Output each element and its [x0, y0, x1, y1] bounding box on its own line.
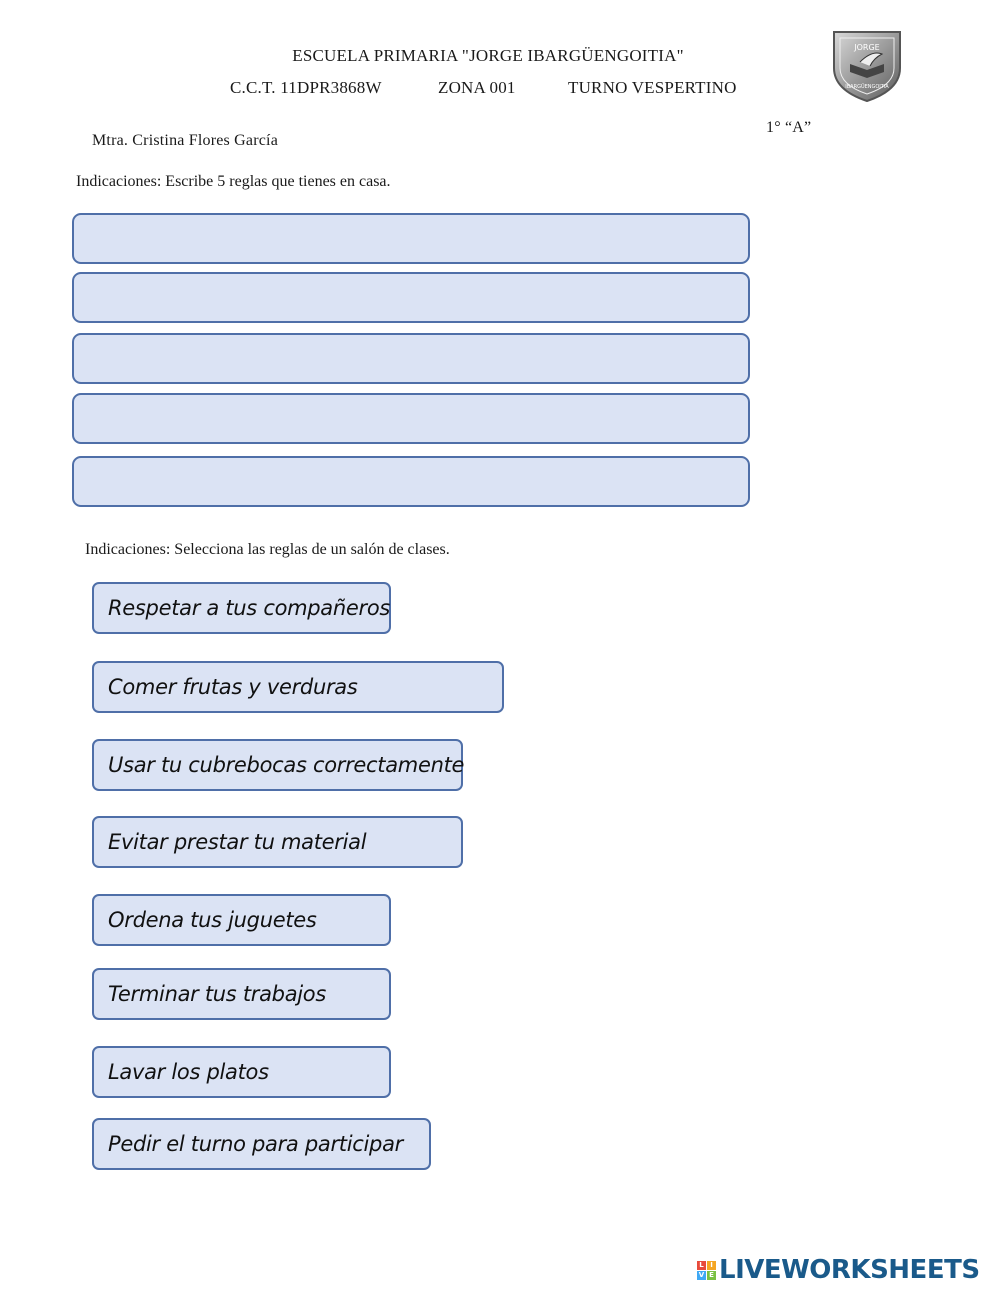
option-lavar-platos[interactable]: Lavar los platos	[92, 1046, 391, 1098]
option-respetar[interactable]: Respetar a tus compañeros	[92, 582, 391, 634]
option-pedir-turno[interactable]: Pedir el turno para participar	[92, 1118, 431, 1170]
logo-text-bottom: IBARGÜENGOITIA	[845, 84, 889, 90]
liveworksheets-brand	[697, 1254, 980, 1286]
answer-input-3[interactable]	[72, 333, 750, 384]
school-zona: ZONA 001	[438, 78, 516, 97]
instruction-write-rules: Indicaciones: Escribe 5 reglas que tienes en casa.	[76, 173, 391, 190]
school-shield-logo	[830, 28, 904, 104]
answer-input-1[interactable]	[72, 213, 750, 264]
instruction-select-rules: Indicaciones: Selecciona las reglas de un salón de clases.	[85, 541, 450, 558]
school-turno: TURNO VESPERTINO	[568, 78, 737, 97]
option-evitar-prestar[interactable]: Evitar prestar tu material	[92, 816, 463, 868]
school-cct: C.C.T. 11DPR3868W	[230, 78, 382, 97]
liveworksheets-wordmark: LIVEWORKSHEETS	[719, 1255, 980, 1285]
option-usar-cubrebocas[interactable]: Usar tu cubrebocas correctamente	[92, 739, 463, 791]
teacher-name: Mtra. Cristina Flores García	[92, 132, 278, 149]
logo-text-top: JORGE	[854, 43, 880, 52]
answer-input-2[interactable]	[72, 272, 750, 323]
liveworksheets-icon: L I V E	[697, 1261, 716, 1280]
answer-input-5[interactable]	[72, 456, 750, 507]
school-name: ESCUELA PRIMARIA "JORGE IBARGÜENGOITIA"	[292, 46, 684, 65]
option-ordena-juguetes[interactable]: Ordena tus juguetes	[92, 894, 391, 946]
answer-input-4[interactable]	[72, 393, 750, 444]
option-terminar-trabajos[interactable]: Terminar tus trabajos	[92, 968, 391, 1020]
option-comer-frutas[interactable]: Comer frutas y verduras	[92, 661, 504, 713]
grade-label: 1° “A”	[766, 119, 812, 136]
